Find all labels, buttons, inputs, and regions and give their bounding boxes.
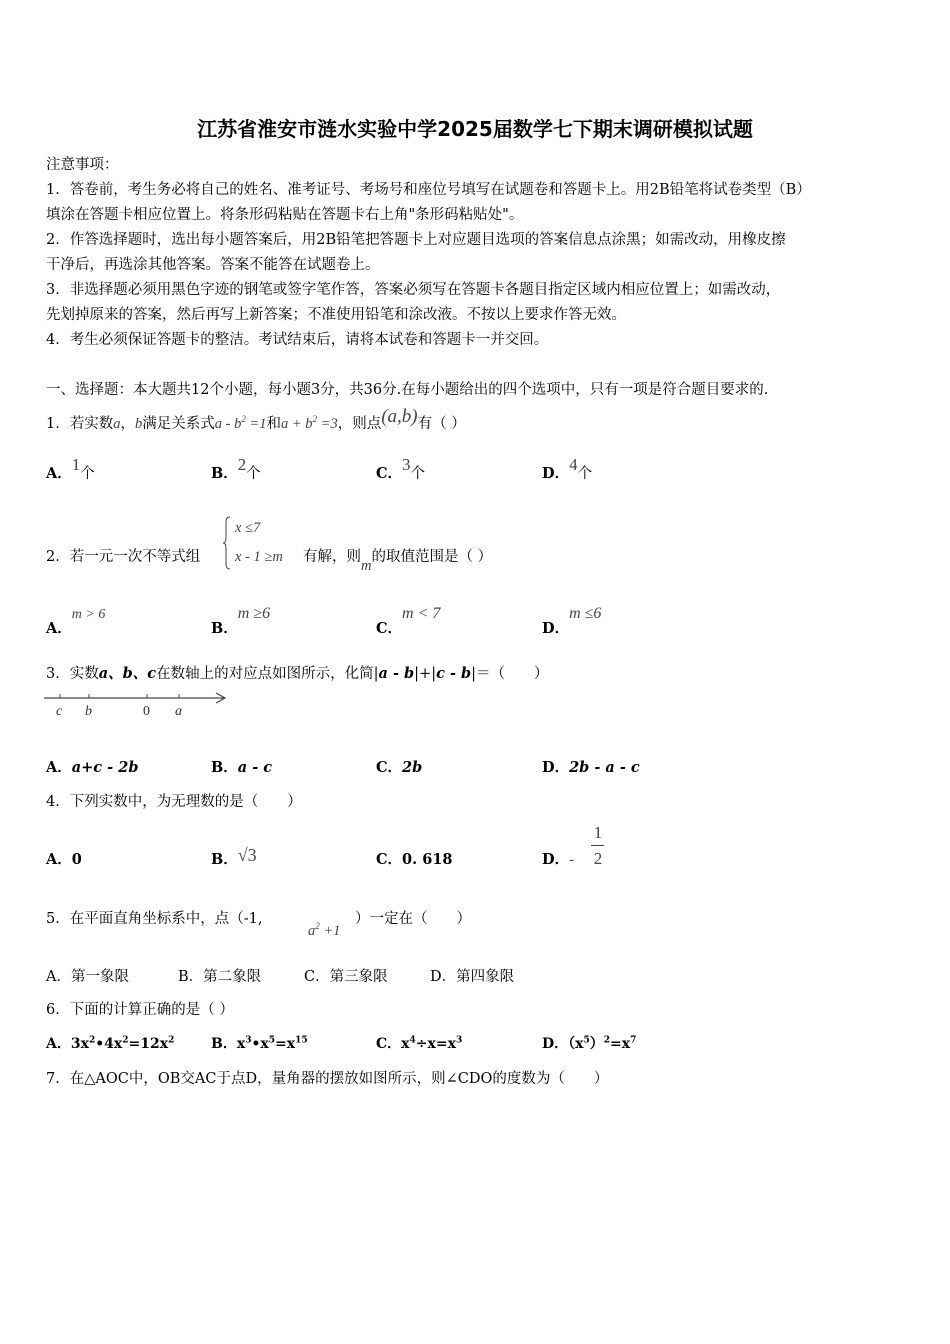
- question-4: 4．下列实数中，为无理数的是（ ）: [46, 794, 302, 810]
- number-line-figure: [44, 688, 230, 720]
- question-number: 1．: [46, 415, 70, 432]
- notice-line: 先划掉原来的答案，然后再写上新答案；不准使用铅笔和涂改液。不按以上要求作答无效。: [46, 307, 626, 323]
- option-b[interactable]: B．√3: [211, 845, 257, 868]
- option-b[interactable]: B．$x^3•x^5=x^{15}$: [211, 1035, 308, 1052]
- section-heading: 一、选择题：本大题共12个小题，每小题3分，共36分.在每小题给出的四个选项中，只有一项是符合题目要求的.: [46, 382, 769, 398]
- fraction-denominator: 2: [593, 849, 603, 868]
- question-1: 1．若实数a，b满足关系式$a - b^2 =1$和$a + b^2 =3$，则点(a,b)有（ ）: [46, 405, 466, 432]
- option-c[interactable]: C．第三象限: [304, 969, 388, 985]
- question-6: 6．下面的计算正确的是（ ）: [46, 1002, 234, 1018]
- notice-line: 2．作答选择题时，选出每小题答案后，用2B铅笔把答题卡上对应题目选项的答案信息点涂黑；如需改动，用橡皮擦: [46, 232, 786, 248]
- option-a[interactable]: A．a+c - 2b: [46, 759, 139, 776]
- notice-line: 填涂在答题卡相应位置上。将条形码粘贴在答题卡右上角"条形码粘贴处"。: [46, 207, 524, 223]
- notice-line: 1．答卷前，考生务必将自己的姓名、准考证号、考场号和座位号填写在试题卷和答题卡上。用2B铅笔将试卷类型（B）: [46, 182, 811, 198]
- question-number: 5．: [46, 911, 70, 927]
- option-c[interactable]: C．$x^4\div x=x^3$: [376, 1035, 463, 1052]
- option-b[interactable]: B．a - c: [211, 759, 273, 776]
- option-d[interactable]: D．$(x^5)^2=x^7$: [542, 1035, 637, 1052]
- brace: [223, 516, 231, 570]
- fraction-bar: [591, 845, 604, 846]
- option-d[interactable]: D．4个: [542, 455, 593, 482]
- page-title: 江苏省淮安市涟水实验中学2025届数学七下期末调研模拟试题: [197, 117, 753, 141]
- inequality-1: x ≤7: [235, 520, 261, 536]
- option-a[interactable]: A．0: [46, 851, 82, 868]
- option-a[interactable]: A．m > 6: [46, 607, 106, 637]
- question-number: 6．: [46, 1002, 70, 1018]
- expression: $a^2 +1$: [308, 921, 341, 939]
- option-a[interactable]: A．$3x^2•4x^2=12x^2$: [46, 1035, 175, 1052]
- fraction-numerator: 1: [593, 823, 603, 842]
- option-d[interactable]: D．m ≤6: [542, 605, 602, 637]
- axis-label-c: c: [56, 704, 63, 719]
- notice-heading: 注意事项：: [46, 157, 119, 173]
- option-d[interactable]: D．2b - a - c: [542, 759, 640, 776]
- option-c[interactable]: C．3个: [376, 455, 426, 482]
- question-number: 7．: [46, 1071, 70, 1087]
- option-b[interactable]: B．m ≥6: [211, 605, 271, 637]
- option-c[interactable]: C．0. 618: [376, 851, 453, 868]
- option-c[interactable]: C．2b: [376, 759, 423, 776]
- notice-line: 干净后，再选涂其他答案。答案不能答在试题卷上。: [46, 257, 380, 273]
- notice-line: 3．非选择题必须用黑色字迹的钢笔或签字笔作答，答案必须写在答题卡各题目指定区域内相应位置上；如需改动，: [46, 282, 781, 298]
- option-a[interactable]: A．1个: [46, 455, 95, 482]
- option-d[interactable]: D．-: [542, 851, 574, 868]
- question-number: 2．: [46, 549, 70, 565]
- axis-label-a: a: [175, 704, 182, 719]
- axis-label-0: 0: [143, 704, 150, 719]
- option-d[interactable]: D．第四象限: [430, 969, 515, 985]
- option-b[interactable]: B．2个: [211, 455, 261, 482]
- option-c[interactable]: C．m < 7: [376, 605, 441, 637]
- axis-label-b: b: [85, 704, 92, 719]
- option-a[interactable]: A．第一象限: [46, 969, 129, 985]
- question-number: 3．: [46, 666, 70, 682]
- question-5: 5．在平面直角坐标系中，点（-1,: [46, 911, 263, 927]
- inequality-2: x - 1 ≥m: [235, 549, 283, 565]
- question-number: 4．: [46, 794, 70, 810]
- question-3: 3．实数a、b、c在数轴上的对应点如图所示，化简|a - b|+|c - b|＝（ ）: [46, 665, 549, 682]
- question-7: 7．在△AOC中，OB交AC于点D，量角器的摆放如图所示，则∠CDO的度数为（ ）: [46, 1071, 609, 1087]
- notice-line: 4．考生必须保证答题卡的整洁。考试结束后，请将本试卷和答题卡一并交回。: [46, 332, 549, 348]
- question-2: 2．若一元一次不等式组: [46, 549, 201, 565]
- option-b[interactable]: B．第二象限: [178, 969, 262, 985]
